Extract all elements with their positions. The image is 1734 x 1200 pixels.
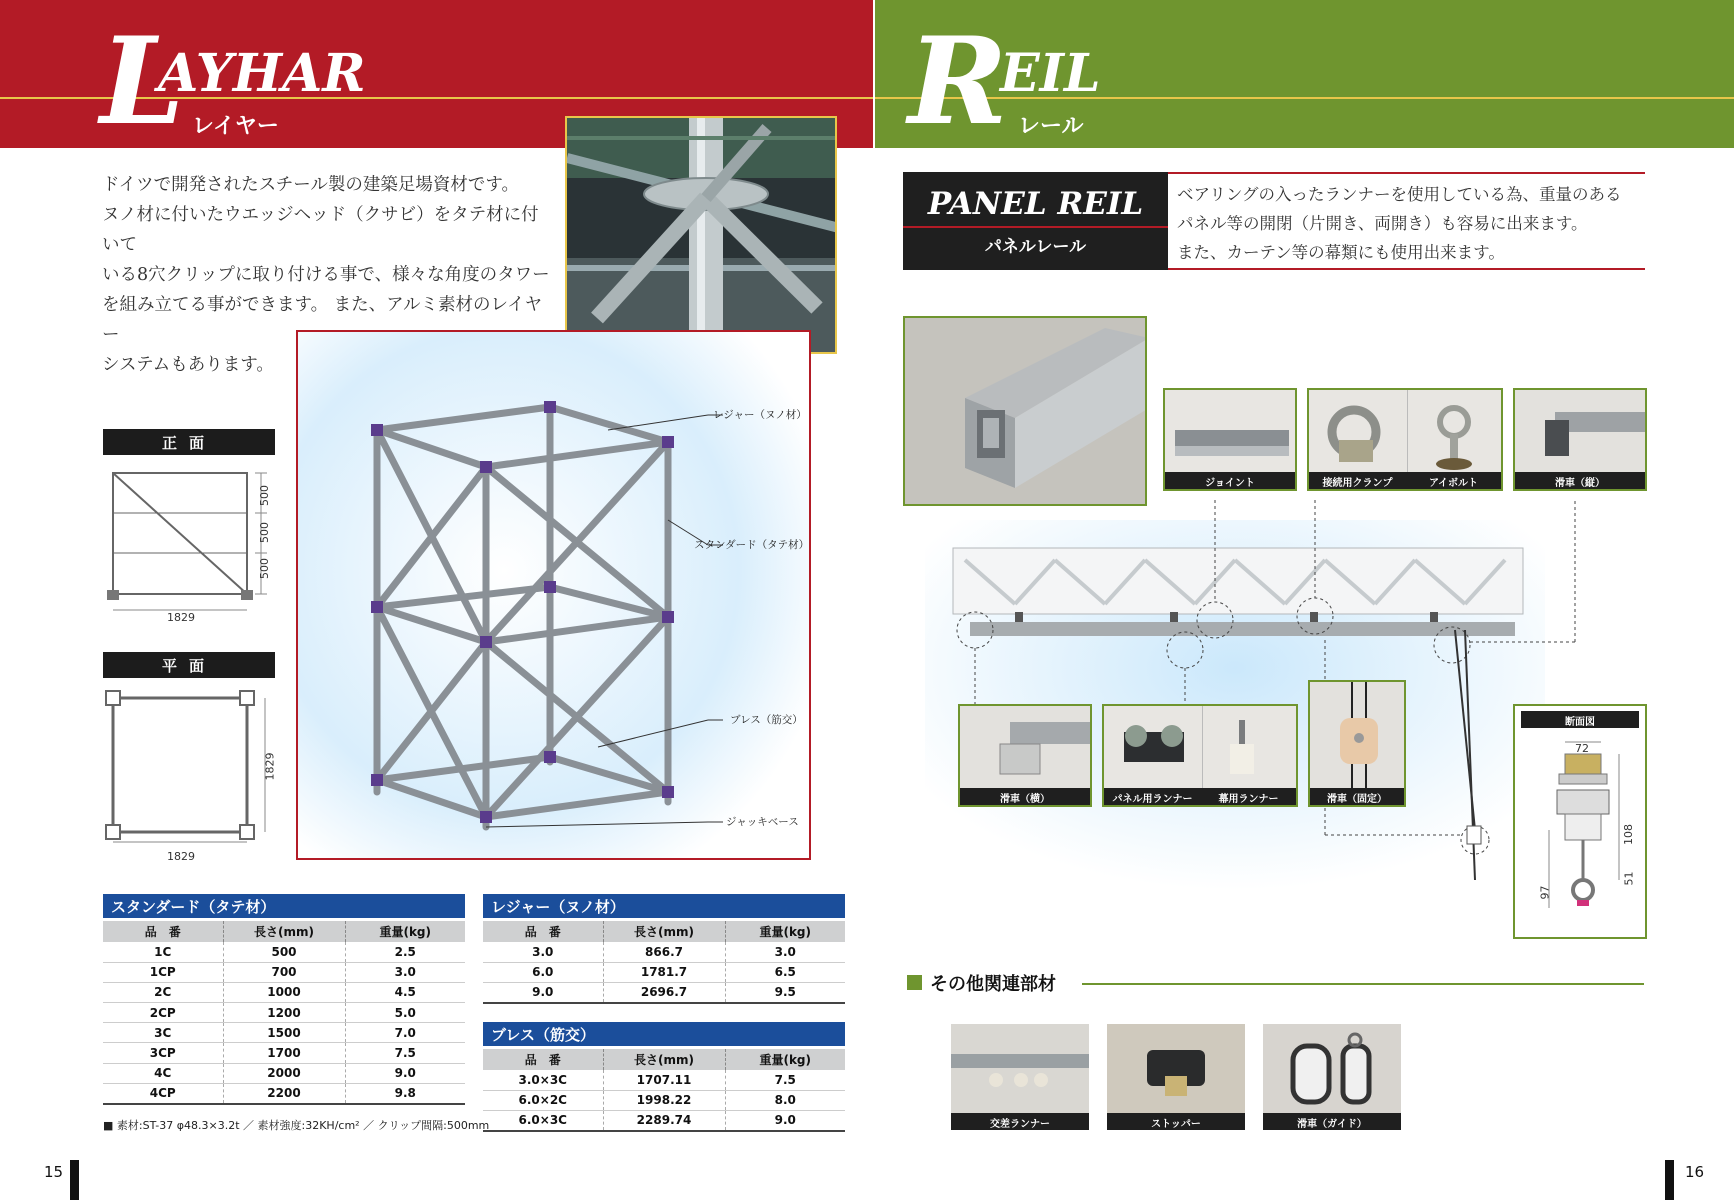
front-dim-h3: 500 bbox=[258, 558, 271, 579]
cell: 3CP bbox=[103, 1043, 223, 1063]
brand-kana-rail: レール bbox=[1018, 114, 1084, 139]
section-dim-w: 72 bbox=[1575, 742, 1589, 755]
table-row bbox=[103, 1083, 465, 1103]
part-runners bbox=[1102, 704, 1298, 807]
callout-jack-base: ジャッキベース bbox=[726, 816, 799, 828]
panel-reil-box bbox=[903, 172, 1168, 270]
intro-line: ヌノ材に付いたウエッジヘッド（クサビ）をタテ材に付いて bbox=[102, 205, 539, 255]
related-cross-runner bbox=[951, 1024, 1089, 1130]
related-section-title: その他関連部材 bbox=[930, 974, 1056, 995]
cell: 866.7 bbox=[603, 942, 725, 962]
callout-standard: スタンダード（タテ材） bbox=[694, 539, 810, 551]
part-pulley-fixed-label: 滑車（固定） bbox=[1310, 788, 1404, 805]
cell: 4.5 bbox=[345, 982, 465, 1002]
col-header: 重量(kg) bbox=[345, 921, 465, 942]
page-number-right: 16 bbox=[1685, 1163, 1705, 1181]
related-section-line bbox=[1082, 983, 1644, 985]
ledger-table-title: レジャー（ヌノ材） bbox=[483, 894, 845, 918]
cell: 6.0×3C bbox=[483, 1110, 603, 1130]
scaffold-illustration bbox=[296, 330, 811, 860]
cell: 9.0 bbox=[483, 982, 603, 1002]
desc-line: パネル等の開閉（片開き、両開き）も容易に出来ます。 bbox=[1177, 214, 1588, 233]
intro-line: システムもあります。 bbox=[102, 355, 274, 375]
standard-table bbox=[103, 921, 465, 1105]
page-bar-left bbox=[70, 1160, 79, 1200]
part-pulley-fixed bbox=[1308, 680, 1406, 807]
col-header: 重量(kg) bbox=[725, 1049, 845, 1070]
part-panel-runner-label: パネル用ランナー bbox=[1104, 788, 1201, 805]
cell: 8.0 bbox=[725, 1090, 845, 1110]
cell: 1700 bbox=[223, 1043, 345, 1063]
part-joint-label: ジョイント bbox=[1165, 472, 1295, 489]
part-joint bbox=[1163, 388, 1297, 491]
part-eyebolt-label: アイボルト bbox=[1406, 472, 1501, 489]
cell: 500 bbox=[223, 942, 345, 962]
related-stopper-label: ストッパー bbox=[1107, 1113, 1245, 1130]
table-row bbox=[483, 1110, 845, 1130]
cell: 4C bbox=[103, 1063, 223, 1083]
table-row bbox=[483, 982, 845, 1002]
rail-assembly-diagram bbox=[905, 500, 1595, 900]
part-clamp-label: 接続用クランプ bbox=[1309, 472, 1406, 489]
col-header: 品 番 bbox=[103, 921, 223, 942]
col-header: 品 番 bbox=[483, 921, 603, 942]
front-view-drawing bbox=[103, 460, 283, 620]
col-header: 長さ(mm) bbox=[603, 1049, 725, 1070]
layhar-clip-photo bbox=[565, 116, 837, 354]
col-header: 品 番 bbox=[483, 1049, 603, 1070]
table-row bbox=[103, 942, 465, 962]
part-pulley-horizontal-label: 滑車（横） bbox=[960, 788, 1090, 805]
plan-dim-depth: 1829 bbox=[263, 752, 277, 781]
table-row bbox=[103, 1043, 465, 1063]
cell: 6.0×2C bbox=[483, 1090, 603, 1110]
page-bar-right bbox=[1665, 1160, 1674, 1200]
cell: 3C bbox=[103, 1023, 223, 1043]
cell: 2000 bbox=[223, 1063, 345, 1083]
callout-brace: ブレス（筋交） bbox=[730, 714, 803, 726]
callout-ledger: レジャー（ヌノ材） bbox=[713, 409, 807, 421]
part-curtain-runner-label: 幕用ランナー bbox=[1201, 788, 1296, 805]
cell: 3.0 bbox=[345, 962, 465, 982]
front-view-label: 正面 bbox=[103, 429, 275, 455]
cell: 700 bbox=[223, 962, 345, 982]
cell: 7.5 bbox=[345, 1043, 465, 1063]
cell: 1707.11 bbox=[603, 1070, 725, 1090]
col-header: 長さ(mm) bbox=[223, 921, 345, 942]
cross-section-label: 断面図 bbox=[1521, 711, 1639, 728]
cell: 2289.74 bbox=[603, 1110, 725, 1130]
part-pulley-vertical bbox=[1513, 388, 1647, 491]
panel-reil-title: PANEL REIL bbox=[927, 186, 1144, 222]
related-pulley-guide bbox=[1263, 1024, 1401, 1130]
rail-profile-photo bbox=[903, 316, 1147, 506]
table-row bbox=[103, 1023, 465, 1043]
cell: 9.8 bbox=[345, 1083, 465, 1103]
related-cross-runner-label: 交差ランナー bbox=[951, 1113, 1089, 1130]
plan-view-drawing bbox=[103, 688, 283, 848]
part-clamp-eyebolt bbox=[1307, 388, 1503, 491]
cell: 9.5 bbox=[725, 982, 845, 1002]
cross-section-panel bbox=[1513, 704, 1647, 939]
front-dim-h2: 500 bbox=[258, 522, 271, 543]
table-row bbox=[103, 962, 465, 982]
cell: 3.0×3C bbox=[483, 1070, 603, 1090]
section-dim-h2: 51 bbox=[1622, 871, 1636, 886]
brand-kana-layer: レイヤー bbox=[192, 114, 279, 139]
cell: 2C bbox=[103, 982, 223, 1002]
brand-initial-l: L bbox=[100, 11, 185, 152]
intro-line: ドイツで開発されたスチール製の建築足場資材です。 bbox=[102, 175, 520, 195]
col-header: 長さ(mm) bbox=[603, 921, 725, 942]
cell: 3.0 bbox=[725, 942, 845, 962]
cell: 1998.22 bbox=[603, 1090, 725, 1110]
cell: 1C bbox=[103, 942, 223, 962]
intro-line: いる8穴クリップに取り付ける事で、様々な角度のタワー bbox=[102, 265, 550, 285]
desc-line: ベアリングの入ったランナーを使用している為、重量のある bbox=[1177, 185, 1622, 204]
related-pulley-guide-label: 滑車（ガイド） bbox=[1263, 1113, 1401, 1130]
plan-dim-width: 1829 bbox=[167, 850, 195, 863]
cell: 1000 bbox=[223, 982, 345, 1002]
table-row bbox=[483, 942, 845, 962]
cell: 2696.7 bbox=[603, 982, 725, 1002]
intro-line: を組み立てる事ができます。 また、アルミ素材のレイヤー bbox=[102, 295, 543, 345]
table-row bbox=[483, 962, 845, 982]
front-dim-h1: 500 bbox=[258, 485, 271, 506]
cell: 3.0 bbox=[483, 942, 603, 962]
table-row bbox=[483, 1090, 845, 1110]
section-dim-h1: 108 bbox=[1622, 824, 1635, 845]
panel-reil-subtitle: パネルレール bbox=[984, 237, 1087, 257]
cell: 5.0 bbox=[345, 1003, 465, 1023]
cell: 4CP bbox=[103, 1083, 223, 1103]
brand-initial-r: R bbox=[908, 11, 1008, 152]
cell: 6.5 bbox=[725, 962, 845, 982]
brace-table-title: ブレス（筋交） bbox=[483, 1022, 845, 1046]
plan-view-label: 平面 bbox=[103, 652, 275, 678]
part-pulley-horizontal bbox=[958, 704, 1092, 807]
front-dim-width: 1829 bbox=[167, 611, 195, 624]
cell: 1200 bbox=[223, 1003, 345, 1023]
page-number-left: 15 bbox=[44, 1163, 64, 1181]
cell: 6.0 bbox=[483, 962, 603, 982]
cell: 7.0 bbox=[345, 1023, 465, 1043]
cell: 7.5 bbox=[725, 1070, 845, 1090]
desc-line: また、カーテン等の幕類にも使用出来ます。 bbox=[1177, 243, 1505, 262]
cell: 1781.7 bbox=[603, 962, 725, 982]
col-header: 重量(kg) bbox=[725, 921, 845, 942]
ledger-table bbox=[483, 921, 845, 1004]
panel-divider bbox=[903, 226, 1168, 228]
part-pulley-vertical-label: 滑車（縦） bbox=[1515, 472, 1645, 489]
cell: 2CP bbox=[103, 1003, 223, 1023]
standard-table-title: スタンダード（タテ材） bbox=[103, 894, 465, 918]
cell: 1CP bbox=[103, 962, 223, 982]
cell: 2200 bbox=[223, 1083, 345, 1103]
table-row bbox=[103, 1063, 465, 1083]
table-row bbox=[483, 1070, 845, 1090]
table-row bbox=[103, 982, 465, 1002]
cell: 9.0 bbox=[345, 1063, 465, 1083]
material-note: ■ 素材:ST-37 φ48.3×3.2t ／ 素材強度:32KH/cm² ／ クリップ間隔:500mm bbox=[103, 1119, 490, 1132]
cell: 9.0 bbox=[725, 1110, 845, 1130]
related-stopper bbox=[1107, 1024, 1245, 1130]
section-dim-h3: 97 bbox=[1538, 885, 1552, 900]
cell: 2.5 bbox=[345, 942, 465, 962]
cell: 1500 bbox=[223, 1023, 345, 1043]
panel-reil-description bbox=[1168, 172, 1645, 270]
brand-word-reil: EIL bbox=[1000, 43, 1101, 104]
related-section-marker bbox=[907, 975, 922, 990]
brand-word-layhar: AYHAR bbox=[158, 43, 366, 104]
brace-table bbox=[483, 1049, 845, 1132]
table-row bbox=[103, 1003, 465, 1023]
